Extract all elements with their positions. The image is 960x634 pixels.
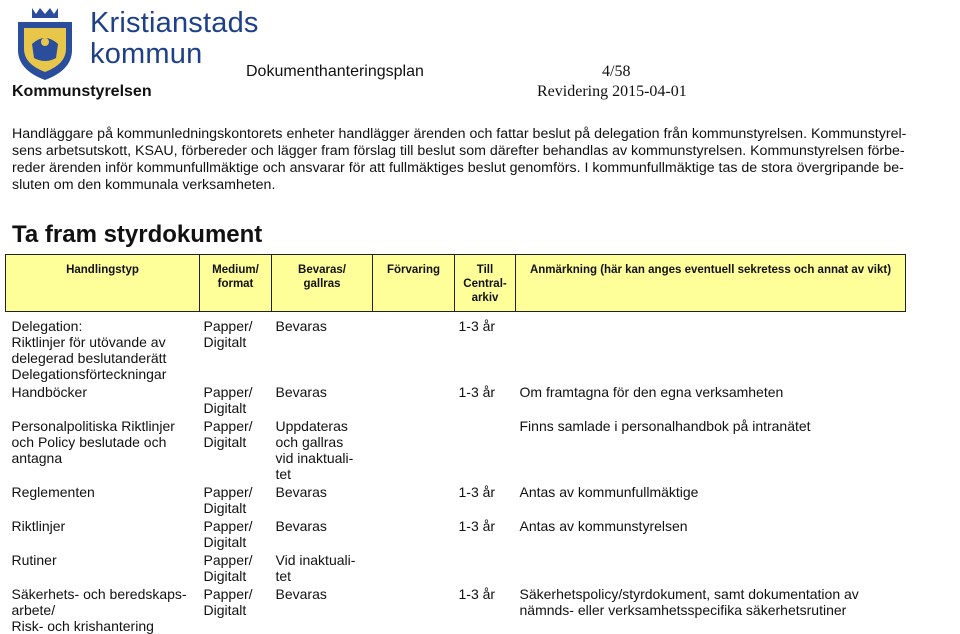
table-row [6,416,906,482]
cell-medium-line: Papper/ [204,318,253,334]
table-body [6,312,906,634]
header-type: Handlingstyp [6,255,200,312]
table-row [6,516,906,550]
cell-keep-line: och gallras [276,434,344,450]
cell-keep [272,550,373,584]
cell-storage [373,516,455,550]
page-number: 4/58 [602,63,630,81]
cell-medium [200,382,272,416]
cell-medium [200,550,272,584]
cell-central-archive: 1-3 år [455,312,516,383]
cell-medium [200,584,272,634]
brand-wordmark [90,8,259,70]
cell-medium [200,312,272,383]
table-row [6,312,906,383]
cell-type-line: Reglementen [12,484,95,500]
cell-central-archive [455,550,516,584]
brand-line-2: kommun [90,39,259,70]
intro-line: sluten om den kommunala verksamheten. [12,177,952,194]
cell-keep [272,382,373,416]
cell-type-line: antagna [12,450,63,466]
header-remark: Anmärkning (här kan anges eventuell sekretess och annat av vikt) [516,255,906,312]
cell-medium-line: Digitalt [204,334,247,350]
cell-storage [373,416,455,482]
header-medium: Medium/ format [200,255,272,312]
cell-remark: Säkerhetspolicy/styrdokument, samt dokumentation av nämnds- eller verksamhetsspecifika säkerhetsrutiner [516,584,906,634]
table-row [6,550,906,584]
header-keep: Bevaras/ gallras [272,255,373,312]
cell-medium-line: Papper/ [204,518,253,534]
table-row [6,482,906,516]
cell-type [6,416,200,482]
cell-medium [200,416,272,482]
cell-medium-line: Digitalt [204,534,247,550]
cell-medium-line: Papper/ [204,552,253,568]
cell-medium-line: Papper/ [204,418,253,434]
cell-type-line: delegerad beslutanderätt [12,350,167,366]
intro-line: Handläggare på kommunledningskontorets enheter handlägger ärenden och fattar beslut på delegation från kommunstyrelsen. Kommunstyrel- [12,126,952,143]
cell-medium [200,516,272,550]
cell-type [6,550,200,584]
intro-line: reder ärenden inför kommunfullmäktige och ansvarar för att fullmäktiges beslut genomförs. I kommunfullmäktige tas de stora övergripande be- [12,160,952,177]
revision-date: Revidering 2015-04-01 [537,83,687,101]
table-row [6,382,906,416]
table-row [6,584,906,634]
cell-keep-line: Bevaras [276,318,327,334]
cell-storage [373,550,455,584]
cell-central-archive: 1-3 år [455,482,516,516]
cell-type-line: arbete/ [12,602,56,618]
cell-central-archive: 1-3 år [455,516,516,550]
cell-medium-line: Digitalt [204,434,247,450]
cell-keep-line: Vid inaktuali- [276,552,356,568]
section-heading: Ta fram styrdokument [12,221,262,249]
cell-central-archive [455,416,516,482]
cell-keep-line: Bevaras [276,586,327,602]
brand-line-1: Kristianstads [90,8,259,39]
cell-medium-line: Digitalt [204,400,247,416]
cell-type-line: Delegationsförteckningar [12,366,167,382]
cell-medium-line: Papper/ [204,586,253,602]
cell-keep-line: Bevaras [276,484,327,500]
cell-type-line: Riktlinjer [12,518,66,534]
cell-medium-line: Papper/ [204,384,253,400]
cell-storage [373,482,455,516]
cell-type-line: och Policy beslutade och [12,434,167,450]
cell-medium-line: Digitalt [204,568,247,584]
cell-type [6,584,200,634]
cell-central-archive: 1-3 år [455,382,516,416]
cell-remark [516,550,906,584]
cell-medium-line: Papper/ [204,484,253,500]
cell-type-line: Riktlinjer för utövande av [12,334,166,350]
cell-keep-line: vid inaktuali- [276,450,354,466]
intro-paragraph [12,126,952,194]
cell-remark: Antas av kommunfullmäktige [516,482,906,516]
cell-keep [272,584,373,634]
cell-keep [272,482,373,516]
cell-medium-line: Digitalt [204,602,247,618]
header-central-archive: Till Central- arkiv [455,255,516,312]
cell-remark [516,312,906,383]
cell-type-line: Rutiner [12,552,57,568]
cell-remark: Finns samlade i personalhandbok på intranätet [516,416,906,482]
cell-medium-line: Digitalt [204,500,247,516]
cell-storage [373,584,455,634]
cell-keep-line: Bevaras [276,518,327,534]
cell-type [6,516,200,550]
cell-type [6,482,200,516]
cell-type-line: Säkerhets- och beredskaps- [12,586,187,602]
cell-type-line: Handböcker [12,384,88,400]
cell-keep-line: tet [276,466,292,482]
document-plan-table [5,254,906,634]
cell-keep [272,516,373,550]
cell-keep-line: Bevaras [276,384,327,400]
coat-of-arms-icon [12,4,78,82]
cell-type-line: Risk- och krishantering [12,618,154,634]
table-header-row [6,255,906,312]
cell-keep-line: Uppdateras [276,418,348,434]
organization-name: Kommunstyrelsen [12,83,152,101]
document-title: Dokumenthanteringsplan [246,63,424,81]
header-storage: Förvaring [373,255,455,312]
intro-line: sens arbetsutskott, KSAU, förbereder och lägger fram förslag till beslut som därefter behandlas av kommunstyrelsen. Kommunstyrelsen förbe- [12,143,952,160]
cell-keep-line: tet [276,568,292,584]
cell-type [6,312,200,383]
cell-type-line: Personalpolitiska Riktlinjer [12,418,175,434]
cell-central-archive: 1-3 år [455,584,516,634]
cell-remark: Om framtagna för den egna verksamheten [516,382,906,416]
cell-keep [272,416,373,482]
cell-type-line: Delegation: [12,318,83,334]
cell-storage [373,382,455,416]
cell-medium [200,482,272,516]
cell-type [6,382,200,416]
municipality-logo [12,4,78,87]
cell-storage [373,312,455,383]
cell-keep [272,312,373,383]
cell-remark: Antas av kommunstyrelsen [516,516,906,550]
